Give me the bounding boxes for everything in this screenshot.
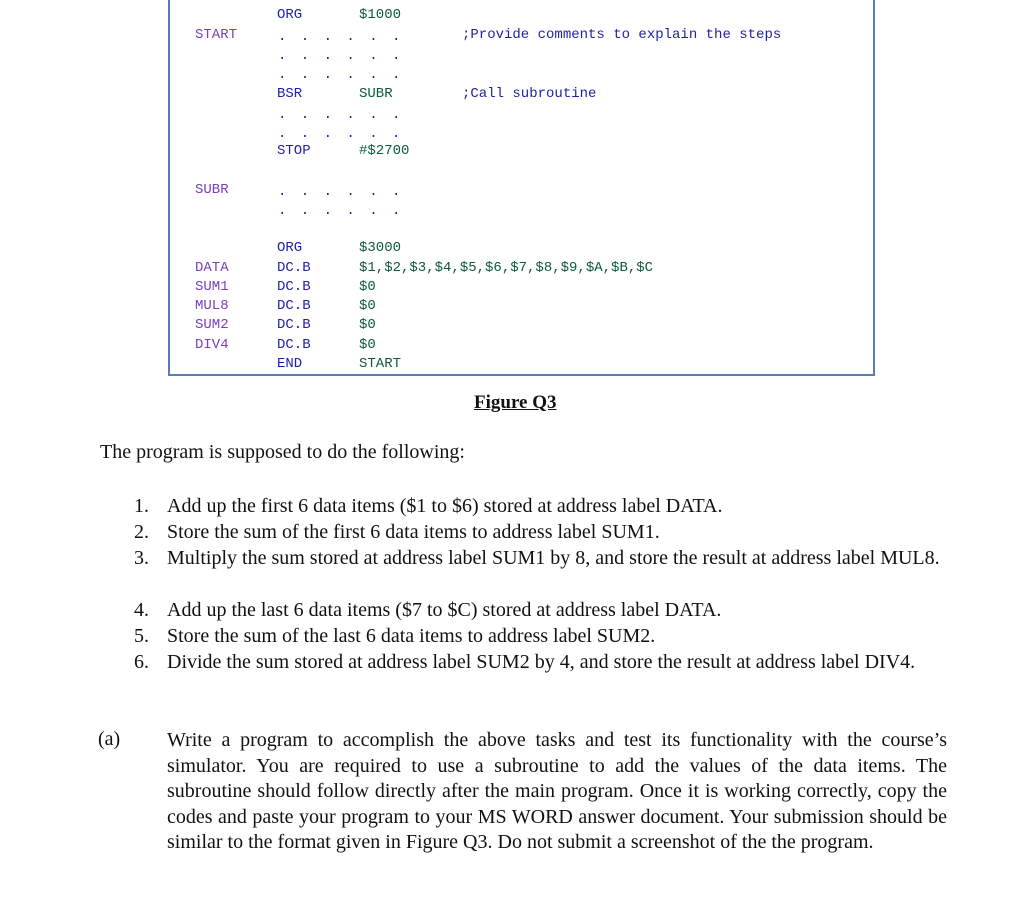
code-arg-start: START (359, 356, 402, 372)
code-arg-sum1: $0 (359, 279, 376, 295)
code-op-org-1: ORG (277, 7, 303, 23)
code-op-dcb-data: DC.B (277, 260, 311, 276)
task-number: 1. (134, 495, 149, 517)
code-op-dcb-mul8: DC.B (277, 298, 311, 314)
task-text: Store the sum of the last 6 data items to address label SUM2. (167, 625, 656, 647)
figure-caption: Figure Q3 (474, 392, 557, 413)
code-label-sum2: SUM2 (195, 317, 229, 333)
code-arg-div4: $0 (359, 337, 376, 353)
code-ellipsis-5: . . . . . . (278, 126, 404, 142)
code-op-org-2: ORG (277, 240, 303, 256)
task-item-3 (134, 545, 946, 571)
code-ellipsis-3: . . . . . . (278, 67, 404, 83)
task-item-2 (134, 519, 946, 545)
task-item-4 (134, 597, 946, 623)
task-number: 5. (134, 625, 149, 647)
part-a-text: Write a program to accomplish the above tasks and test its functionality with the course’s simulator. You are required to use a subroutine to add the values of the data items. The subroutine should follow directly after the main program. Once it is working correctly, copy the codes and paste your program to your MS WORD answer document. Your submission should be similar to the format given in Figure Q3. Do not submit a screenshot of the the program. (167, 729, 947, 853)
code-label-sum1: SUM1 (195, 279, 229, 295)
task-item-6 (134, 649, 946, 675)
code-ellipsis-2: . . . . . . (278, 48, 404, 64)
code-arg-2700: #$2700 (359, 143, 410, 159)
code-label-subr: SUBR (195, 182, 229, 198)
code-ellipsis-4: . . . . . . (278, 107, 404, 123)
code-label-mul8: MUL8 (195, 298, 229, 314)
code-op-stop: STOP (277, 143, 311, 159)
code-comment-2: ;Call subroutine (462, 86, 597, 102)
task-number: 2. (134, 521, 149, 543)
code-op-dcb-sum1: DC.B (277, 279, 311, 295)
task-text: Add up the first 6 data items ($1 to $6) stored at address label DATA. (167, 495, 723, 517)
code-arg-data: $1,$2,$3,$4,$5,$6,$7,$8,$9,$A,$B,$C (359, 260, 654, 276)
code-label-data: DATA (195, 260, 229, 276)
code-listing-box (168, 0, 875, 376)
code-op-end: END (277, 356, 303, 372)
code-ellipsis-1: . . . . . . (278, 29, 404, 45)
intro-text: The program is supposed to do the following: (100, 441, 465, 463)
task-number: 3. (134, 547, 149, 569)
part-a-label: (a) (98, 728, 121, 750)
code-op-bsr: BSR (277, 86, 303, 102)
code-op-dcb-sum2: DC.B (277, 317, 311, 333)
code-label-div4: DIV4 (195, 337, 229, 353)
task-item-1 (134, 493, 946, 519)
code-op-dcb-div4: DC.B (277, 337, 311, 353)
task-text: Store the sum of the first 6 data items to address label SUM1. (167, 521, 660, 543)
task-number: 6. (134, 651, 149, 673)
code-comment-1: ;Provide comments to explain the steps (462, 27, 782, 43)
task-text: Multiply the sum stored at address label SUM1 by 8, and store the result at address label MUL8. (167, 547, 940, 569)
code-arg-1000: $1000 (359, 7, 402, 23)
code-label-start: START (195, 27, 238, 43)
task-item-5 (134, 623, 946, 649)
task-text: Divide the sum stored at address label SUM2 by 4, and store the result at address label DIV4. (167, 651, 916, 673)
code-arg-mul8: $0 (359, 298, 376, 314)
code-arg-sum2: $0 (359, 317, 376, 333)
code-ellipsis-7: . . . . . . (278, 203, 404, 219)
task-number: 4. (134, 599, 149, 621)
code-arg-subr: SUBR (359, 86, 393, 102)
task-text: Add up the last 6 data items ($7 to $C) stored at address label DATA. (167, 599, 722, 621)
code-arg-3000: $3000 (359, 240, 402, 256)
code-ellipsis-6: . . . . . . (278, 184, 404, 200)
